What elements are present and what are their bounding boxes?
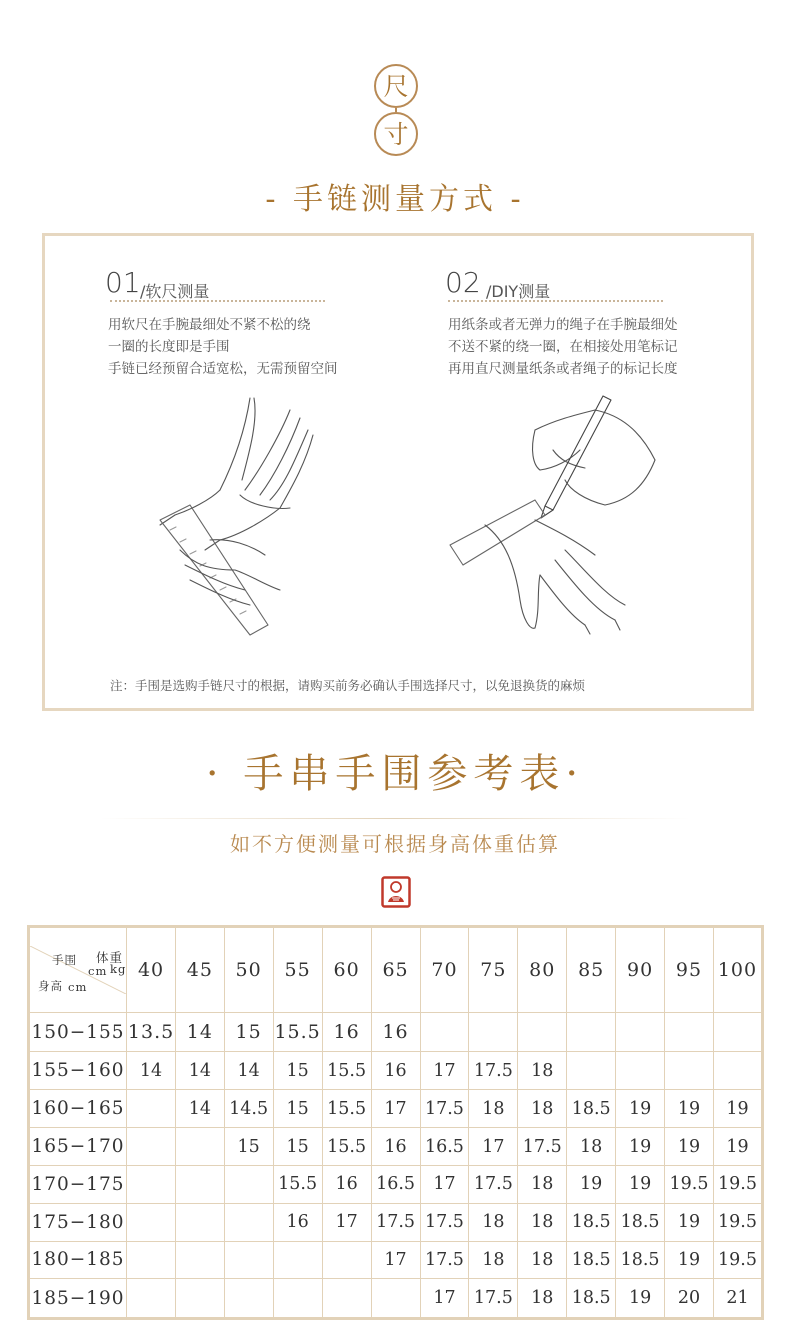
wrist-size-cell: 17	[420, 1052, 469, 1090]
wrist-size-cell: 15	[273, 1128, 322, 1166]
wrist-size-cell: 19	[713, 1128, 762, 1166]
step-1-title: /软尺测量	[140, 282, 210, 301]
weight-header: 45	[176, 927, 225, 1013]
weight-header: 95	[665, 927, 714, 1013]
wrist-size-cell: 19.5	[713, 1203, 762, 1241]
hand-tape-illustration	[150, 390, 320, 640]
wrist-size-cell	[665, 1052, 714, 1090]
wrist-size-cell: 17.5	[420, 1241, 469, 1279]
wrist-size-cell: 19	[616, 1279, 665, 1319]
wrist-size-cell: 15.5	[322, 1052, 371, 1090]
table-row	[29, 1279, 763, 1319]
wrist-size-cell: 15.5	[273, 1165, 322, 1203]
wrist-size-cell	[127, 1128, 176, 1166]
height-row-header: 180−185	[29, 1241, 127, 1279]
wrist-size-cell: 18	[518, 1165, 567, 1203]
corner-cm-label: cm	[88, 963, 108, 978]
wrist-size-cell: 18	[518, 1052, 567, 1090]
wrist-size-cell: 18.5	[616, 1203, 665, 1241]
badge-bottom: 寸	[374, 112, 418, 156]
wrist-size-cell: 19	[665, 1241, 714, 1279]
height-row-header: 165−170	[29, 1128, 127, 1166]
wrist-size-cell: 19	[616, 1090, 665, 1128]
wrist-size-cell: 18.5	[567, 1203, 616, 1241]
wrist-size-cell: 20	[665, 1279, 714, 1319]
table-title-underline	[100, 818, 690, 819]
wrist-size-cell: 15	[224, 1128, 273, 1166]
step-1-line-3: 手链已经预留合适宽松，无需预留空间	[108, 361, 338, 377]
wrist-size-cell	[567, 1052, 616, 1090]
wrist-size-cell: 18	[469, 1203, 518, 1241]
wrist-size-cell: 17.5	[469, 1052, 518, 1090]
weight-header: 40	[127, 927, 176, 1013]
wrist-size-cell: 18.5	[567, 1241, 616, 1279]
wrist-size-cell	[371, 1279, 420, 1319]
wrist-size-cell: 18	[518, 1090, 567, 1128]
table-header-row	[29, 927, 763, 1013]
wrist-size-cell: 19	[616, 1128, 665, 1166]
wrist-size-cell: 16	[371, 1052, 420, 1090]
wrist-size-cell: 17.5	[420, 1203, 469, 1241]
wrist-size-cell	[273, 1241, 322, 1279]
step-2-divider	[448, 300, 663, 302]
wrist-size-cell: 18.5	[616, 1241, 665, 1279]
step-1-line-1: 用软尺在手腕最细处不紧不松的绕	[108, 317, 311, 333]
wrist-size-cell	[127, 1203, 176, 1241]
wrist-size-cell: 17	[469, 1128, 518, 1166]
table-row	[29, 1203, 763, 1241]
wrist-size-cell: 17	[371, 1241, 420, 1279]
wrist-size-cell	[176, 1203, 225, 1241]
wrist-size-cell	[224, 1203, 273, 1241]
frame-note: 注：手围是选购手链尺寸的根据，请购买前务必确认手围选择尺寸，以免退换货的麻烦	[110, 678, 586, 693]
wrist-size-cell: 18	[469, 1090, 518, 1128]
wrist-size-cell: 16	[371, 1128, 420, 1166]
wrist-size-cell	[713, 1052, 762, 1090]
hand-pen-illustration	[445, 390, 670, 640]
wrist-size-cell	[322, 1279, 371, 1319]
weight-header: 75	[469, 927, 518, 1013]
corner-height-label: 身高	[38, 978, 63, 993]
wrist-size-cell	[518, 1012, 567, 1052]
weight-header: 85	[567, 927, 616, 1013]
wrist-size-cell	[616, 1052, 665, 1090]
wrist-size-cell: 14.5	[224, 1090, 273, 1128]
weight-header: 100	[713, 927, 762, 1013]
wrist-size-cell	[665, 1012, 714, 1052]
wrist-size-cell: 17.5	[469, 1165, 518, 1203]
wrist-size-cell	[713, 1012, 762, 1052]
wrist-size-cell: 17.5	[518, 1128, 567, 1166]
table-body	[29, 1012, 763, 1318]
wrist-size-cell: 17.5	[469, 1279, 518, 1319]
section-title-table: · 手串手围参考表·	[205, 751, 585, 797]
wrist-size-cell: 19	[567, 1165, 616, 1203]
seal-stamp-icon	[381, 876, 411, 908]
table-corner-cell	[29, 927, 127, 1013]
wrist-size-cell	[127, 1090, 176, 1128]
wrist-size-cell: 16	[322, 1165, 371, 1203]
table-row	[29, 1165, 763, 1203]
wrist-size-cell: 19	[665, 1128, 714, 1166]
corner-wrist-label: 手围	[52, 952, 77, 967]
step-2-number: 02	[445, 266, 481, 299]
table-row	[29, 1241, 763, 1279]
wrist-size-cell	[224, 1165, 273, 1203]
height-row-header: 150−155	[29, 1012, 127, 1052]
wrist-size-cell	[322, 1241, 371, 1279]
wrist-size-cell: 19.5	[665, 1165, 714, 1203]
weight-header: 90	[616, 927, 665, 1013]
step-2-line-3: 再用直尺测量纸条或者绳子的标记长度	[448, 361, 678, 377]
wrist-size-cell: 15	[224, 1012, 273, 1052]
wrist-size-cell: 19	[616, 1165, 665, 1203]
step-1-number: 01	[105, 266, 141, 299]
table-row	[29, 1128, 763, 1166]
wrist-size-cell: 21	[713, 1279, 762, 1319]
weight-header: 60	[322, 927, 371, 1013]
section-title-measure: - 手链测量方式 -	[265, 182, 525, 217]
wrist-size-cell: 17	[420, 1165, 469, 1203]
wrist-size-cell: 15	[273, 1052, 322, 1090]
wrist-size-cell: 19	[665, 1203, 714, 1241]
wrist-size-cell: 18	[518, 1279, 567, 1319]
step-2-line-1: 用纸条或者无弹力的绳子在手腕最细处	[448, 317, 678, 333]
wrist-size-cell	[567, 1012, 616, 1052]
wrist-size-cell: 15.5	[322, 1128, 371, 1166]
wrist-size-cell: 16.5	[371, 1165, 420, 1203]
step-1-description	[108, 314, 338, 380]
wrist-size-cell	[273, 1279, 322, 1319]
wrist-size-cell: 18.5	[567, 1279, 616, 1319]
wrist-size-cell	[224, 1279, 273, 1319]
step-2-title: /DIY测量	[486, 282, 551, 301]
weight-header: 80	[518, 927, 567, 1013]
badge-top: 尺	[374, 64, 418, 108]
height-row-header: 170−175	[29, 1165, 127, 1203]
weight-header: 70	[420, 927, 469, 1013]
table-subtitle: 如不方便测量可根据身高体重估算	[230, 832, 560, 856]
wrist-size-cell: 17.5	[371, 1203, 420, 1241]
wrist-size-cell: 15	[273, 1090, 322, 1128]
table-row	[29, 1012, 763, 1052]
corner-kg-label: kg	[110, 961, 126, 976]
wrist-size-cell	[469, 1012, 518, 1052]
wrist-size-cell: 18	[567, 1128, 616, 1166]
corner-weight-label: 体重	[96, 949, 124, 965]
weight-header: 65	[371, 927, 420, 1013]
table-row	[29, 1090, 763, 1128]
weight-header: 50	[224, 927, 273, 1013]
wrist-size-cell: 17	[420, 1279, 469, 1319]
table-row	[29, 1052, 763, 1090]
weight-header: 55	[273, 927, 322, 1013]
height-row-header: 185−190	[29, 1279, 127, 1319]
wrist-size-cell: 17	[371, 1090, 420, 1128]
wrist-size-cell	[176, 1241, 225, 1279]
height-row-header: 155−160	[29, 1052, 127, 1090]
wrist-size-cell	[127, 1241, 176, 1279]
step-1-line-2: 一圈的长度即是手围	[108, 339, 230, 355]
wrist-size-cell: 18	[518, 1241, 567, 1279]
corner-height-unit: cm	[68, 979, 88, 994]
wrist-size-cell: 15.5	[273, 1012, 322, 1052]
wrist-size-cell: 19	[665, 1090, 714, 1128]
wrist-size-cell: 17	[322, 1203, 371, 1241]
step-2-line-2: 不送不紧的绕一圈，在相接处用笔标记	[448, 339, 678, 355]
wrist-size-cell: 19.5	[713, 1165, 762, 1203]
wrist-size-cell: 14	[176, 1012, 225, 1052]
step-1-divider	[110, 300, 325, 302]
wrist-size-cell	[127, 1279, 176, 1319]
wrist-size-cell: 16.5	[420, 1128, 469, 1166]
wrist-size-cell	[176, 1165, 225, 1203]
wrist-size-cell: 18.5	[567, 1090, 616, 1128]
wrist-size-cell	[176, 1128, 225, 1166]
wrist-size-cell	[127, 1165, 176, 1203]
wrist-size-cell: 18	[469, 1241, 518, 1279]
wrist-size-cell: 14	[224, 1052, 273, 1090]
wrist-size-cell: 19	[713, 1090, 762, 1128]
wrist-size-cell	[224, 1241, 273, 1279]
wrist-size-cell	[616, 1012, 665, 1052]
wrist-size-cell: 19.5	[713, 1241, 762, 1279]
wrist-size-cell: 15.5	[322, 1090, 371, 1128]
wrist-size-cell: 18	[518, 1203, 567, 1241]
wrist-size-cell: 17.5	[420, 1090, 469, 1128]
height-row-header: 160−165	[29, 1090, 127, 1128]
wrist-size-cell: 13.5	[127, 1012, 176, 1052]
wrist-size-cell: 16	[273, 1203, 322, 1241]
size-reference-table	[27, 925, 764, 1320]
height-row-header: 175−180	[29, 1203, 127, 1241]
wrist-size-cell: 16	[371, 1012, 420, 1052]
step-2-description	[448, 314, 678, 380]
wrist-size-cell: 14	[127, 1052, 176, 1090]
wrist-size-cell: 16	[322, 1012, 371, 1052]
wrist-size-cell: 14	[176, 1090, 225, 1128]
wrist-size-cell: 14	[176, 1052, 225, 1090]
wrist-size-cell	[420, 1012, 469, 1052]
wrist-size-cell	[176, 1279, 225, 1319]
